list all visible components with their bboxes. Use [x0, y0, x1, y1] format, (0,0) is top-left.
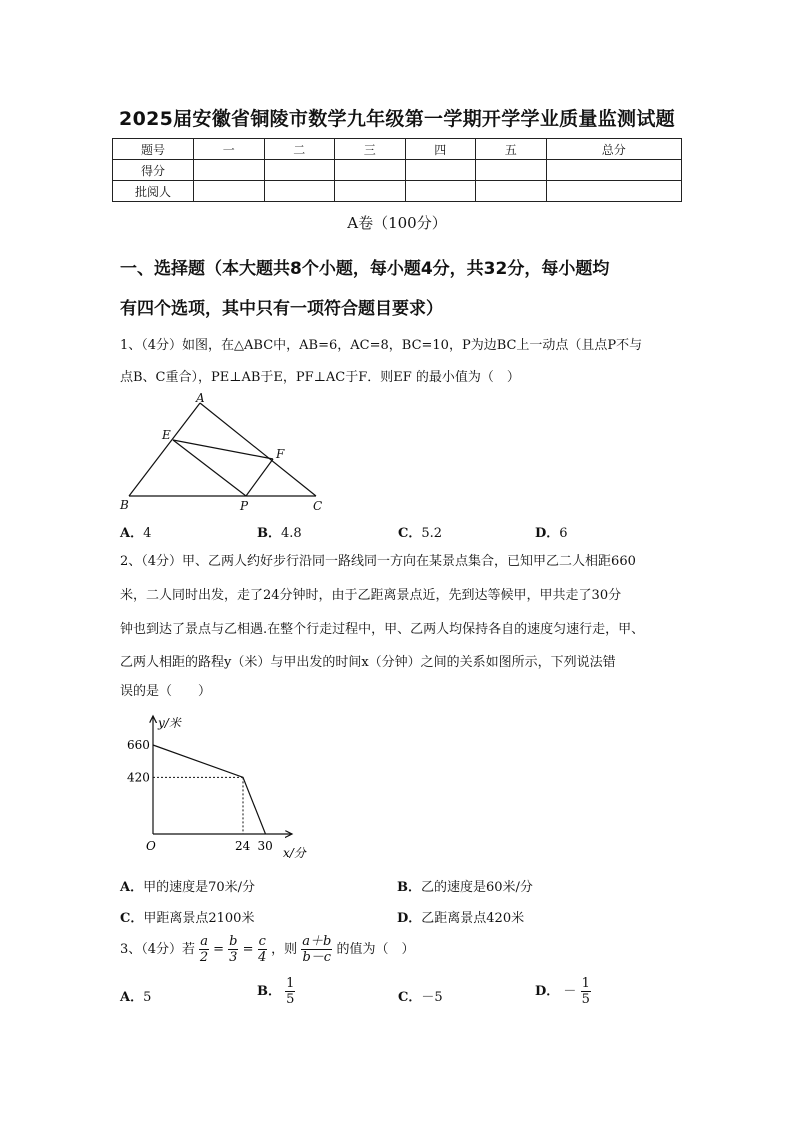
table-cell: 题号 [113, 139, 194, 160]
y-axis-label: y/米 [158, 716, 181, 730]
q2-stem-line3: 钟也到达了景点与乙相遇.在整个行走过程中，甲、乙两人均保持各自的速度匀速行走，甲、 [120, 622, 645, 637]
q1-option-a[interactable]: A．4 [120, 526, 152, 541]
q2-option-b[interactable]: B．乙的速度是60米/分 [397, 880, 533, 895]
table-cell: 批阅人 [113, 181, 194, 202]
q3-option-d[interactable]: D． － $\frac{1}{5}$ [535, 976, 590, 1007]
y-tick-label: 420 [127, 770, 150, 785]
fraction-a-over-2: $\frac{a}{2}$ [199, 934, 209, 965]
q2-option-c[interactable]: C．甲距离景点2100米 [120, 911, 255, 926]
q2-stem-line2: 米，二人同时出发，走了24分钟时，由于乙距离景点近，先到达等候甲，甲共走了30分 [120, 588, 622, 603]
fraction-c-over-4: $\frac{c}{4}$ [258, 934, 267, 965]
q1-stem-line1: 1、（4分）如图，在△ABC中，AB=6，AC=8，BC=10，P为边BC上一动点（且点P不与 [120, 338, 643, 353]
table-cell: 一 [194, 139, 265, 160]
table-cell: 总分 [546, 139, 682, 160]
table-cell: 二 [264, 139, 335, 160]
q3-option-a[interactable]: A．5 [120, 990, 152, 1005]
label-b: B [120, 498, 129, 512]
label-f: F [276, 447, 285, 461]
label-c: C [313, 499, 323, 513]
q2-option-a[interactable]: A．甲的速度是70米/分 [120, 880, 256, 895]
q2-stem-line1: 2、（4分）甲、乙两人约好步行沿同一路线同一方向在某景点集合，已知甲乙二人相距660 [120, 554, 636, 569]
q3-option-c[interactable]: C．－5 [398, 990, 443, 1005]
table-cell: 三 [335, 139, 406, 160]
table-cell: 四 [405, 139, 476, 160]
table-cell: 得分 [113, 160, 194, 181]
x-tick-label: 30 [257, 839, 273, 853]
series-line [153, 745, 266, 834]
fraction-expression: $\frac{a+b}{b-c}$ [302, 934, 332, 965]
fraction-one-fifth: $\frac{1}{5}$ [581, 976, 590, 1007]
q3-stem: 3、（4分）若 $\frac{a}{2}$ = $\frac{b}{3}$ = $\frac{c}{4}$ ，则 $\frac{a+b}{b-c}$ 的值为（ ） [120, 934, 415, 965]
table-cell: 五 [476, 139, 547, 160]
section-a-title: A卷（100分） [347, 214, 447, 232]
q1-stem-line2: 点B、C重合），PE⊥AB于E，PF⊥AC于F．则EF 的最小值为（ ） [120, 370, 520, 385]
x-axis-label: x/分 [283, 846, 306, 860]
q2-stem-line4: 乙两人相距的路程y（米）与甲出发的时间x（分钟）之间的关系如图所示，下列说法错 [120, 655, 616, 670]
part1-heading-line2: 有四个选项，其中只有一项符合题目要求） [120, 299, 443, 319]
q1-option-d[interactable]: D．6 [535, 526, 568, 541]
x-tick-label: 24 [235, 839, 251, 853]
origin-label: O [146, 839, 156, 853]
q3-option-b[interactable]: B． $\frac{1}{5}$ [257, 976, 295, 1007]
label-e: E [162, 428, 171, 442]
q1-option-b[interactable]: B．4.8 [257, 526, 302, 541]
part1-heading-line1: 一、选择题（本大题共8个小题，每小题4分，共32分，每小题均 [120, 259, 610, 279]
q2-stem-line5: 误的是（ ） [120, 684, 212, 699]
fraction-one-fifth: $\frac{1}{5}$ [286, 976, 295, 1007]
y-tick-label: 660 [127, 738, 150, 752]
fraction-b-over-3: $\frac{b}{3}$ [229, 934, 238, 965]
label-a: A [196, 391, 205, 405]
label-p: P [240, 499, 249, 513]
q1-option-c[interactable]: C．5.2 [398, 526, 443, 541]
q2-option-d[interactable]: D．乙距离景点420米 [397, 911, 525, 926]
exam-title: 2025届安徽省铜陵市数学九年级第一学期开学学业质量监测试题 [119, 108, 675, 130]
